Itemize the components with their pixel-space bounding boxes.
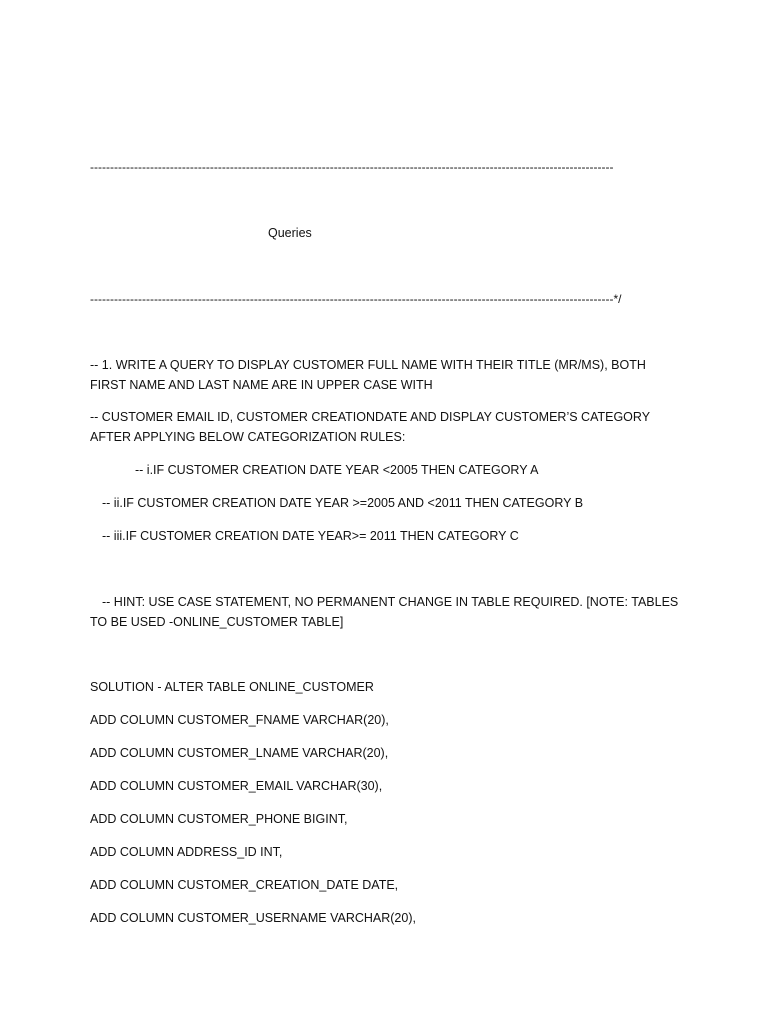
solution-line: ADD COLUMN CUSTOMER_EMAIL VARCHAR(30), bbox=[90, 779, 383, 793]
bottom-rule: -----------------------------------------------------------------------------------------------------------------------------------*/ bbox=[90, 292, 622, 306]
solution-line: ADD COLUMN CUSTOMER_LNAME VARCHAR(20), bbox=[90, 746, 389, 760]
rule-iii: -- iii.IF CUSTOMER CREATION DATE YEAR>= 2011 THEN CATEGORY C bbox=[102, 529, 519, 543]
solution-line: ADD COLUMN ADDRESS_ID INT, bbox=[90, 845, 283, 859]
solution-line: SOLUTION - ALTER TABLE ONLINE_CUSTOMER bbox=[90, 680, 374, 694]
section-heading: Queries bbox=[268, 226, 312, 240]
question-text-1: -- 1. WRITE A QUERY TO DISPLAY CUSTOMER FULL NAME WITH THEIR TITLE (MR/MS), BOTH FIRST NAME AND LAST NAME ARE IN UPPER CASE WITH bbox=[90, 358, 646, 392]
solution-line: ADD COLUMN CUSTOMER_PHONE BIGINT, bbox=[90, 812, 348, 826]
hint-text: -- HINT: USE CASE STATEMENT, NO PERMANENT CHANGE IN TABLE REQUIRED. [NOTE: TABLES TO BE USED -ONLINE_CUSTOMER TABLE] bbox=[90, 595, 679, 629]
rule-ii: -- ii.IF CUSTOMER CREATION DATE YEAR >=2005 AND <2011 THEN CATEGORY B bbox=[102, 496, 584, 510]
solution-line: ADD COLUMN CUSTOMER_CREATION_DATE DATE, bbox=[90, 878, 399, 892]
question-text-2: -- CUSTOMER EMAIL ID, CUSTOMER CREATIONDATE AND DISPLAY CUSTOMER’S CATEGORY AFTER APPLYING BELOW CATEGORIZATION RULES: bbox=[90, 410, 650, 444]
top-rule: ----------------------------------------------------------------------------------------------------------------------------------- bbox=[90, 160, 614, 174]
solution-line: ADD COLUMN CUSTOMER_FNAME VARCHAR(20), bbox=[90, 713, 389, 727]
solution-line: ADD COLUMN CUSTOMER_USERNAME VARCHAR(20), bbox=[90, 911, 416, 925]
rule-i: -- i.IF CUSTOMER CREATION DATE YEAR <2005 THEN CATEGORY A bbox=[135, 463, 539, 477]
